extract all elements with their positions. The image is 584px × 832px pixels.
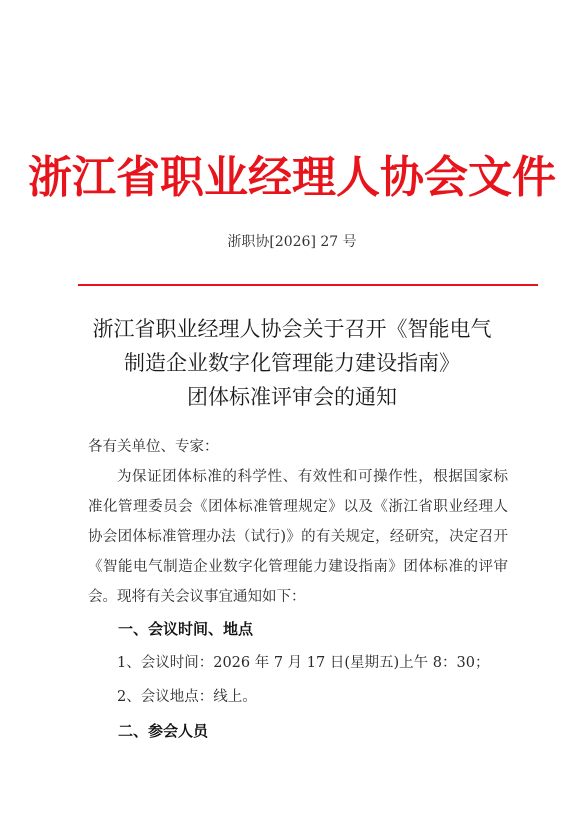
intro-paragraph: 为保证团体标准的科学性、有效性和可操作性，根据国家标准化管理委员会《团体标准管理规定》以及《浙江省职业经理人协会团体标准管理办法（试行)》的有关规定，经研究，决定召开《智能电气制造企业数字化管理能力建设指南》团体标准的评审会。现将有关会议事宜通知如下： <box>88 469 508 605</box>
document-number: 浙职协[2026] 27 号 <box>227 234 357 250</box>
notice-title-line-2: 制造企业数字化管理能力建设指南》 <box>124 351 460 375</box>
notice-title <box>0 312 584 414</box>
notice-body <box>88 432 508 748</box>
section-1-item-meeting-location: 2、会议地点：线上。 <box>117 689 257 705</box>
section-1-item-meeting-time: 1、会议时间：2026 年 7 月 17 日(星期五)上午 8：30； <box>117 655 490 671</box>
notice-title-line-1: 浙江省职业经理人协会关于召开《智能电气 <box>92 317 492 341</box>
section-1-heading: 一、会议时间、地点 <box>118 620 254 638</box>
section-2-heading: 二、参会人员 <box>118 722 209 740</box>
red-divider-line <box>78 284 538 286</box>
notice-title-line-3: 团体标准评审会的通知 <box>187 385 397 409</box>
organization-header-title: 浙江省职业经理人协会文件 <box>28 152 556 203</box>
salutation: 各有关单位、专家： <box>88 439 219 455</box>
